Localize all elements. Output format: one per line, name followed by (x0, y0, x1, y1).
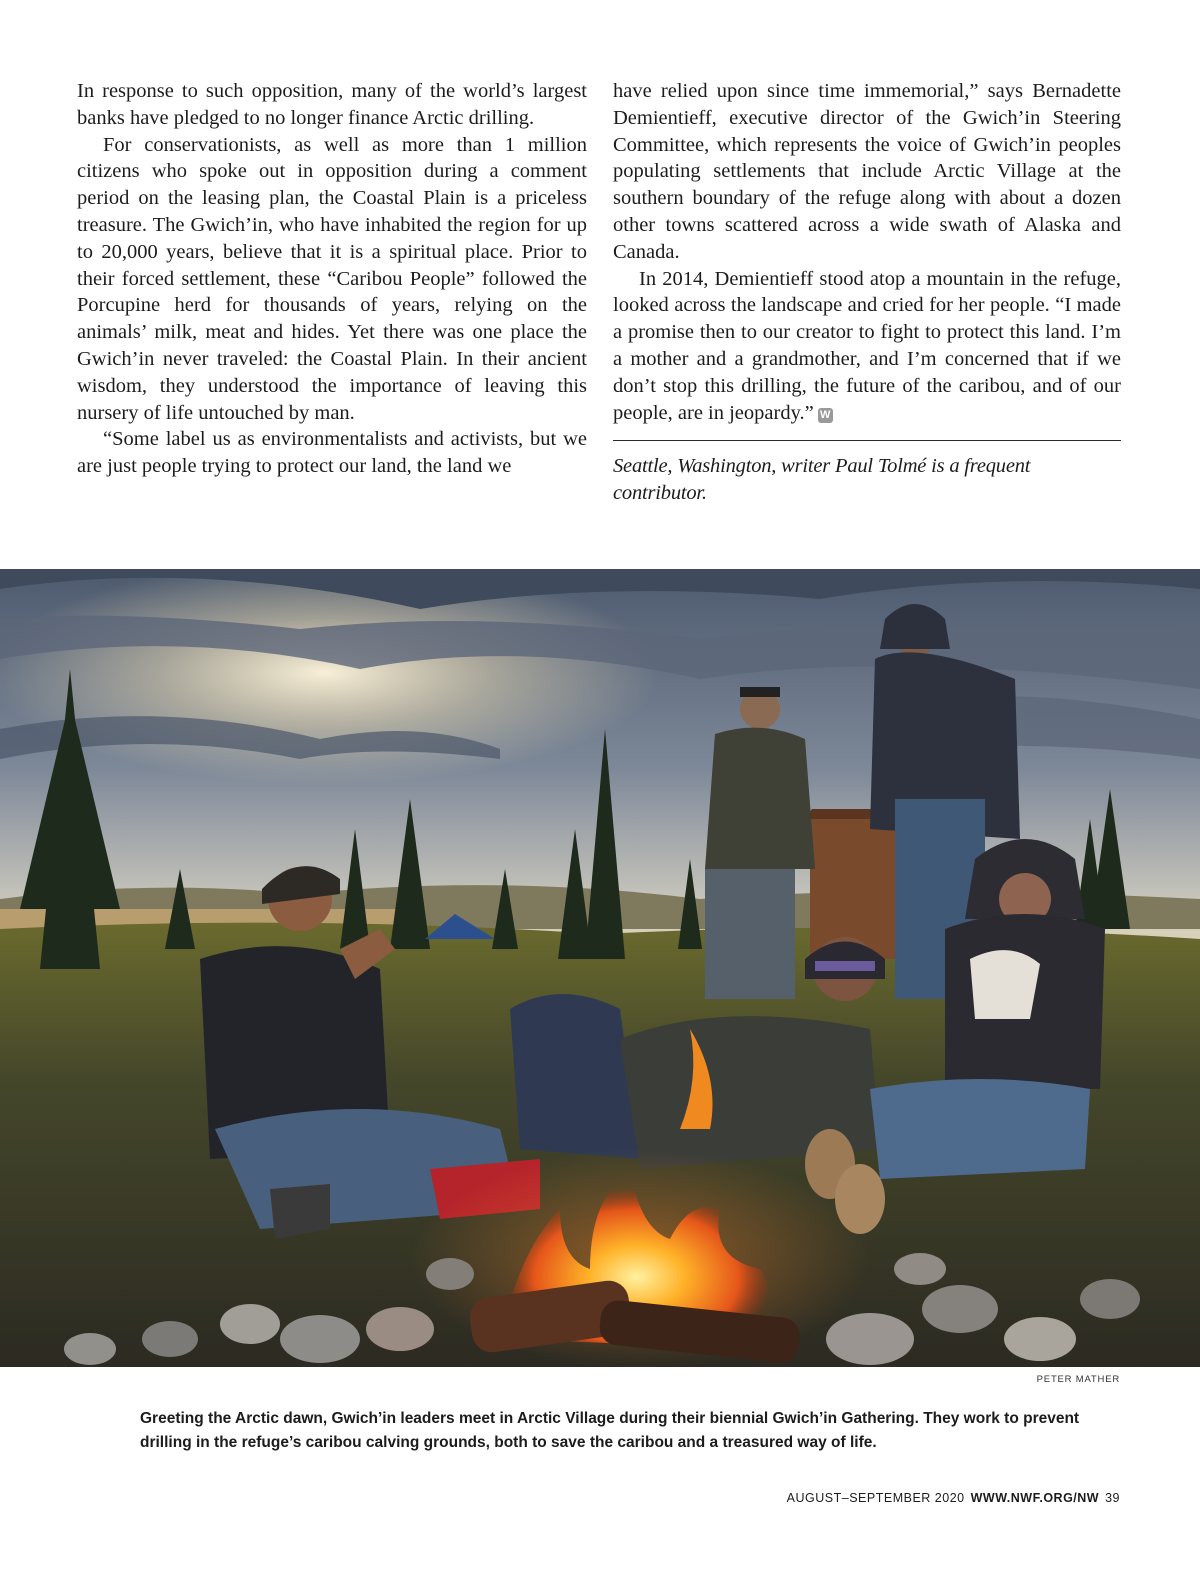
article-paragraph-final (613, 266, 1121, 427)
byline-divider (613, 440, 1121, 441)
article-column-left (77, 78, 587, 480)
issue-date: AUGUST–SEPTEMBER 2020 (786, 1491, 965, 1505)
website-url: WWW.NWF.ORG/NW (970, 1491, 1100, 1505)
article-paragraph-text: In 2014, Demientieff stood atop a mountain in the refuge, looked across the landscape and cried for her people. “I made a promise then to our creator to fight to protect this land. I’m a mother and a grandmother, and I’m concerned that if we don’t stop this drilling, the future of the caribou, and of our people, are in jeopardy.” (613, 267, 1121, 424)
article-paragraph: have relied upon since time immemorial,” says Bernadette Demientieff, executive director of the Gwich’in Steering Committee, which represents the voice of Gwich’in peoples populating settlements that include Arctic Village at the southern boundary of the refuge along with about a dozen other towns scattered across a wide swath of Alaska and Canada. (613, 80, 1121, 263)
page-number: 39 (1105, 1491, 1120, 1505)
photo-credit: PETER MATHER (1036, 1374, 1120, 1385)
article-column-right (613, 78, 1121, 507)
article-paragraph: In response to such opposition, many of the world’s largest banks have pledged to no longer finance Arctic drilling. (77, 80, 587, 129)
page-footer (787, 1491, 1120, 1505)
article-paragraph: “Some label us as environmentalists and activists, but we are just people trying to protect our land, the land we (77, 428, 587, 478)
photo-caption: Greeting the Arctic dawn, Gwich’in leaders meet in Arctic Village during their biennial Gwich’in Gathering. They work to prevent drilling in the refuge’s caribou calving grounds, both to save the caribou and a treasured way of life. (140, 1410, 1080, 1451)
end-of-article-icon: W (818, 408, 833, 423)
author-byline: Seattle, Washington, writer Paul Tolmé is a frequent contributor. (613, 455, 1031, 505)
article-paragraph: For conservationists, as well as more than 1 million citizens who spoke out in opposition during a comment period on the leasing plan, the Coastal Plain is a priceless treasure. The Gwich’in, who have inhabited the region for up to 20,000 years, believe that it is a spiritual place. Prior to their forced settlement, these “Caribou People” followed the Porcupine herd for thousands of years, relying on the animals’ milk, meat and hides. Yet there was one place the Gwich’in never traveled: the Coastal Plain. In their ancient wisdom, they understood the importance of leaving this nursery of life untouched by man. (77, 133, 587, 424)
campfire-photo (0, 569, 1200, 1367)
